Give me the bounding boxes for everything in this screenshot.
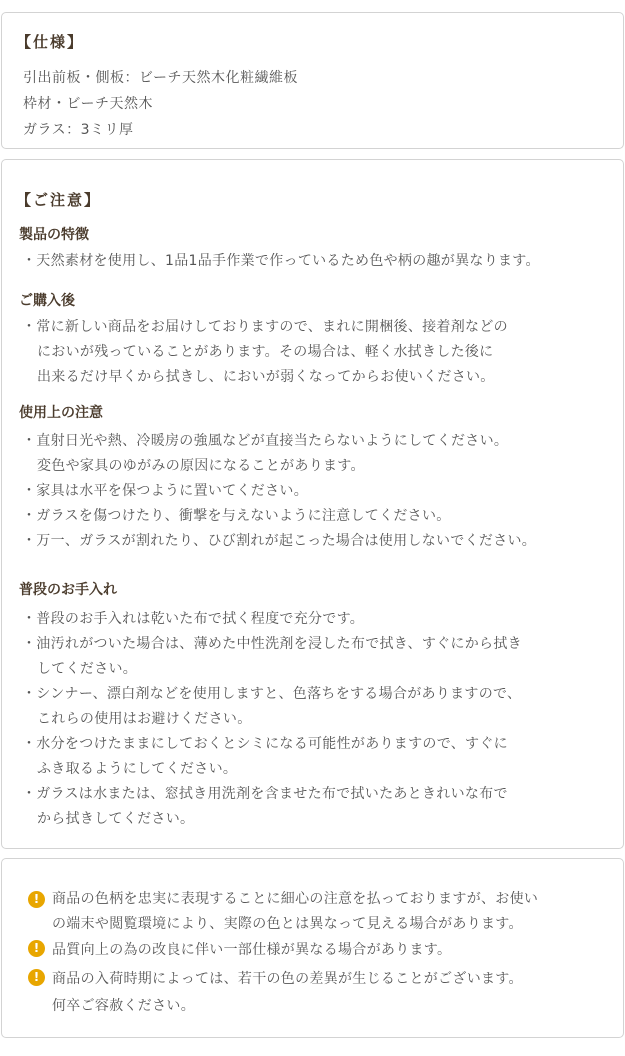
list-item-continuation: ふき取るようにしてください。: [37, 761, 238, 777]
list-item: ・万一、ガラスが割れたり、ひび割れが起こった場合は使用しないでください。: [22, 533, 537, 549]
list-item: ・直射日光や熱、冷暖房の強風などが直接当たらないようにしてください。: [22, 433, 509, 449]
list-item-continuation: これらの使用はお避けください。: [37, 711, 252, 727]
list-item: ・ガラスを傷つけたり、衝撃を与えないように注意してください。: [22, 508, 451, 524]
section-title-after-purchase: ご購入後: [19, 293, 75, 309]
notice-panel: [1, 858, 624, 1038]
caution-panel: [1, 159, 624, 849]
notice-text-continuation: 何卒ご容赦ください。: [52, 998, 195, 1014]
notice-text: 商品の色柄を忠実に表現することに細心の注意を払っておりますが、お使い: [52, 891, 539, 907]
list-item: ・シンナー、漂白剤などを使用しますと、色落ちをする場合がありますので、: [22, 686, 522, 702]
exclamation-circle-icon: !: [28, 891, 45, 908]
notice-text-continuation: の端末や閲覧環境により、実際の色とは異なって見える場合があります。: [52, 916, 523, 932]
list-item-continuation: 出来るだけ早くから拭きし、においが弱くなってからお使いください。: [37, 369, 495, 385]
caution-heading: 【ご注意】: [16, 191, 102, 209]
list-item: ・水分をつけたままにしておくとシミになる可能性がありますので、すぐに: [22, 736, 508, 752]
spec-line-frame: 枠材・ビーチ天然木: [23, 96, 153, 112]
section-title-daily-care: 普段のお手入れ: [19, 582, 117, 598]
spec-heading: 【仕様】: [16, 33, 85, 51]
list-item: ・天然素材を使用し、1品1品手作業で作っているため色や柄の趣が異なります。: [22, 253, 540, 269]
list-item-continuation: から拭きしてください。: [37, 811, 195, 827]
list-item: ・家具は水平を保つように置いてください。: [22, 483, 308, 499]
exclamation-circle-icon: !: [28, 969, 45, 986]
spec-panel: [1, 12, 624, 149]
exclamation-circle-icon: !: [28, 940, 45, 957]
list-item: ・油汚れがついた場合は、薄めた中性洗剤を浸した布で拭き、すぐにから拭き: [22, 636, 522, 652]
notice-text: 品質向上の為の改良に伴い一部仕様が異なる場合があります。: [52, 942, 452, 958]
notice-text: 商品の入荷時期によっては、若干の色の差異が生じることがございます。: [52, 971, 523, 987]
list-item: ・常に新しい商品をお届けしておりますので、まれに開梱後、接着剤などの: [22, 319, 508, 335]
spec-line-front-side-panels: 引出前板・側板：ビーチ天然木化粧繊維板: [23, 70, 298, 86]
list-item: ・ガラスは水または、窓拭き用洗剤を含ませた布で拭いたあときれいな布で: [22, 786, 508, 802]
section-title-product-features: 製品の特徴: [19, 227, 89, 243]
list-item-continuation: においが残っていることがあります。その場合は、軽く水拭きした後に: [37, 344, 494, 360]
list-item-continuation: 変色や家具のゆがみの原因になることがあります。: [37, 458, 365, 474]
list-item: ・普段のお手入れは乾いた布で拭く程度で充分です。: [22, 611, 365, 627]
list-item-continuation: してください。: [37, 661, 138, 677]
section-title-usage-notes: 使用上の注意: [19, 405, 103, 421]
spec-line-glass: ガラス：3ミリ厚: [23, 122, 134, 138]
